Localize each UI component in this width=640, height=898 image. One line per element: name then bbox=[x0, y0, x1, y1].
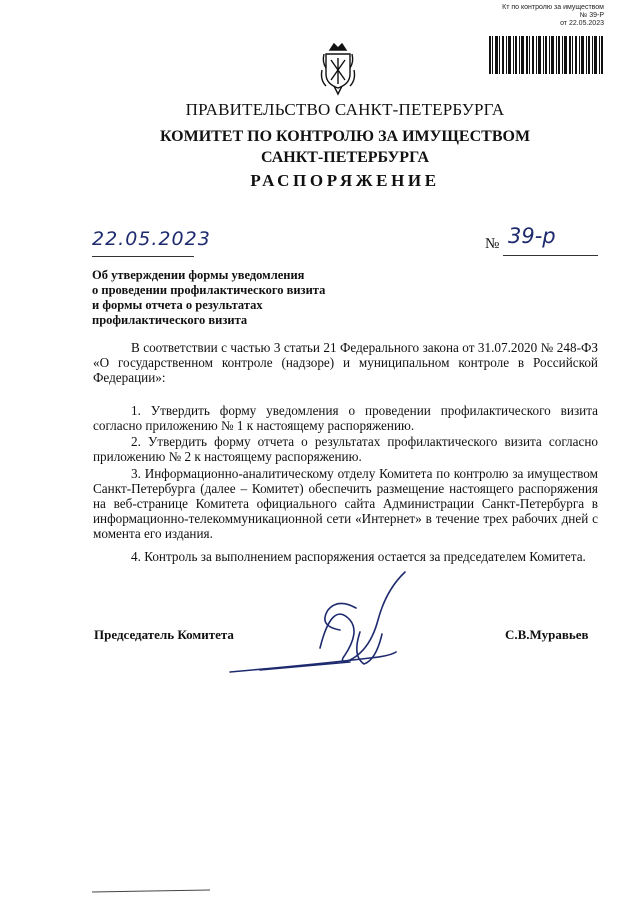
signatory-title: Председатель Комитета bbox=[94, 627, 234, 642]
date-underline bbox=[92, 256, 194, 257]
committee-heading bbox=[0, 126, 640, 168]
item-1-text: 1. Утвердить форму уведомления о проведении профилактического визита согласно приложению № 1 к настоящему распоряжению. bbox=[93, 403, 598, 433]
item-3-paragraph bbox=[93, 466, 598, 541]
subject-line: профилактического визита bbox=[92, 313, 248, 327]
item-3-text: 3. Информационно-аналитическому отделу Комитета по контролю за имуществом Санкт-Петербурга (далее – Комитет) обеспечить размещение настоящего распоряжения на веб-странице Комитета официального сайта Администрации Санкт-Петербурга в информационно-телекоммуникационной сети «Интернет» в течение трех рабочих дней с момента его издания. bbox=[93, 466, 598, 541]
government-heading: ПРАВИТЕЛЬСТВО САНКТ-ПЕТЕРБУРГА bbox=[185, 100, 505, 119]
preamble-paragraph bbox=[93, 340, 598, 385]
number-label: № bbox=[485, 236, 500, 252]
committee-heading-line2: САНКТ-ПЕТЕРБУРГА bbox=[260, 149, 430, 166]
number-underline bbox=[503, 255, 598, 256]
subject-line: о проведении профилактического визита bbox=[92, 283, 326, 297]
preamble-text: В соответствии с частью 3 статьи 21 Федерального закона от 31.07.2020 № 248-ФЗ «О государственном контроле (надзоре) и муниципальном контроле в Российской Федерации»: bbox=[93, 340, 598, 385]
registration-date: от 22.05.2023 bbox=[560, 20, 604, 27]
committee-heading-line1: КОМИТЕТ ПО КОНТРОЛЮ ЗА ИМУЩЕСТВОМ bbox=[159, 128, 531, 145]
subject-line: Об утверждении формы уведомления bbox=[92, 268, 305, 282]
document-type-title: РАСПОРЯЖЕНИЕ bbox=[250, 171, 440, 190]
item-2-paragraph bbox=[93, 434, 598, 464]
handwritten-signature bbox=[200, 560, 440, 680]
scan-mark bbox=[92, 886, 212, 894]
document-subject bbox=[92, 268, 372, 328]
subject-line: и формы отчета о результатах bbox=[92, 298, 263, 312]
item-1-paragraph bbox=[93, 403, 598, 433]
document-number: 39-р bbox=[508, 224, 556, 248]
registration-office: Кт по контролю за имуществом bbox=[502, 4, 604, 11]
registration-number: № 39-Р bbox=[579, 12, 604, 19]
barcode-icon bbox=[487, 36, 605, 74]
item-2-text: 2. Утвердить форму отчета о результатах профилактического визита согласно приложению № 2 к настоящему распоряжению. bbox=[93, 434, 598, 464]
document-date: 22.05.2023 bbox=[92, 228, 211, 250]
coat-of-arms-icon bbox=[316, 40, 360, 98]
registration-stamp bbox=[486, 4, 604, 28]
signatory-name: С.В.Муравьев bbox=[505, 627, 589, 642]
item-4-text: 4. Контроль за выполнением распоряжения остается за председателем Комитета. bbox=[131, 549, 586, 564]
